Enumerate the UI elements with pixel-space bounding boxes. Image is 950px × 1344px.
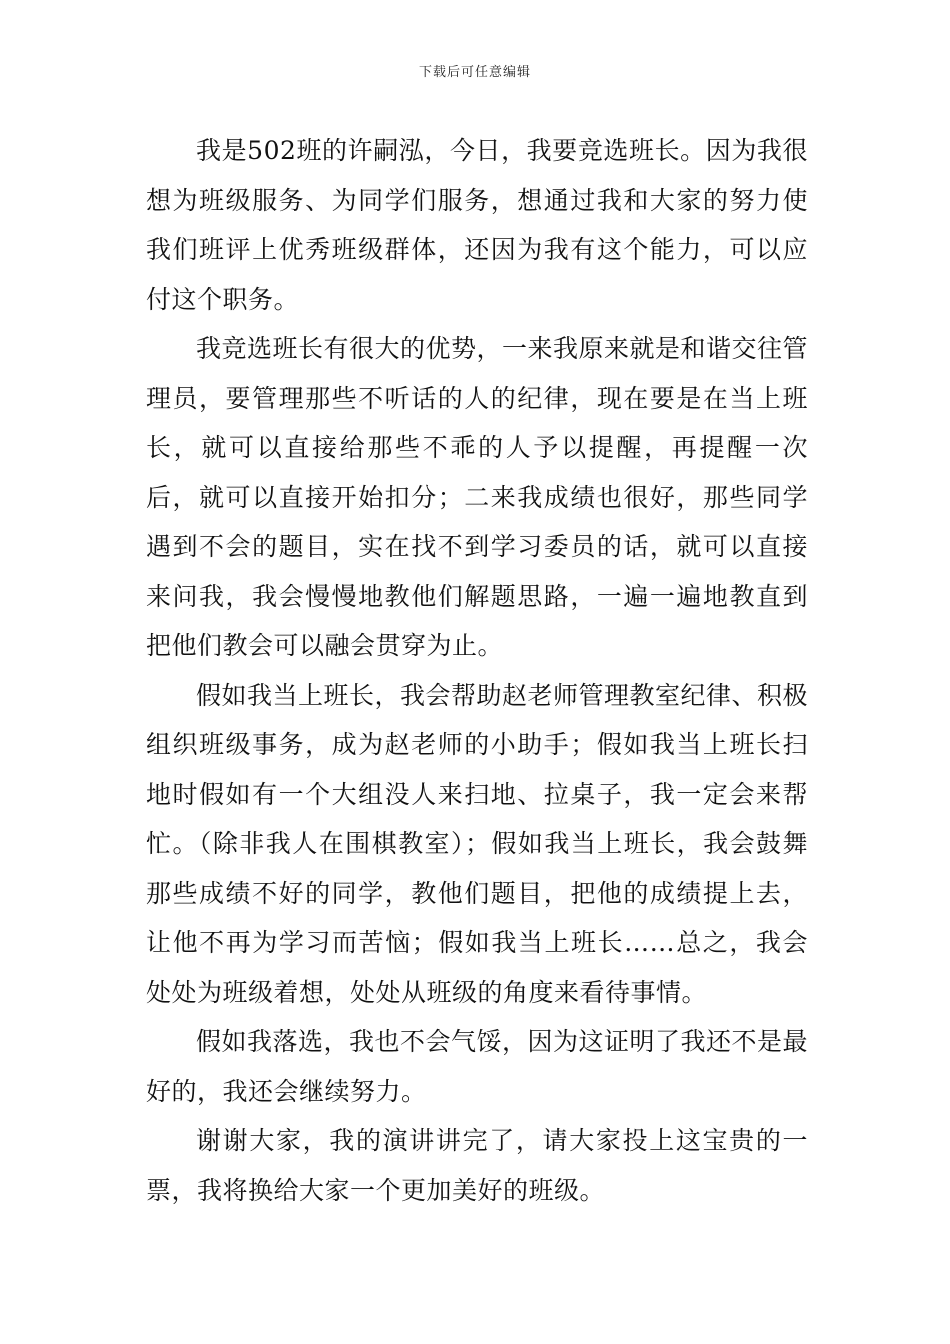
paragraph-plans: 假如我当上班长，我会帮助赵老师管理教室纪律、积极组织班级事务，成为赵老师的小助手；假如我当上班长扫地时假如有一个大组没人来扫地、拉桌子，我一定会来帮忙。（除非我人在围棋教室）；假如我当上班长，我会鼓舞那些成绩不好的同学，教他们题目，把他的成绩提上去，让他不再为学习而苦恼；假如我当上班长……总之，我会处处为班级着想，处处从班级的角度来看待事情。 [146, 680, 809, 1007]
paragraph-if-lose: 假如我落选，我也不会气馁，因为这证明了我还不是最好的，我还会继续努力。 [146, 1027, 809, 1106]
paragraph-thanks: 谢谢大家，我的演讲讲完了，请大家投上这宝贵的一票，我将换给大家一个更加美好的班级。 [146, 1126, 808, 1205]
paragraph-intro: 我是502班的许嗣泓，今日，我要竞选班长。因为我很想为班级服务、为同学们服务，想通过我和大家的努力使我们班评上优秀班级群体，还因为我有这个能力，可以应付这个职务。 [146, 136, 808, 314]
page-header-note: 下载后可任意编辑 [418, 65, 531, 80]
speech-body [146, 126, 808, 1215]
paragraph-advantages: 我竞选班长有很大的优势，一来我原来就是和谐交往管理员，要管理那些不听话的人的纪律，现在要是在当上班长，就可以直接给那些不乖的人予以提醒，再提醒一次后，就可以直接开始扣分；二来我成绩也很好，那些同学遇到不会的题目，实在找不到学习委员的话，就可以直接来问我，我会慢慢地教他们解题思路，一遍一遍地教直到把他们教会可以融会贯穿为止。 [146, 334, 809, 660]
